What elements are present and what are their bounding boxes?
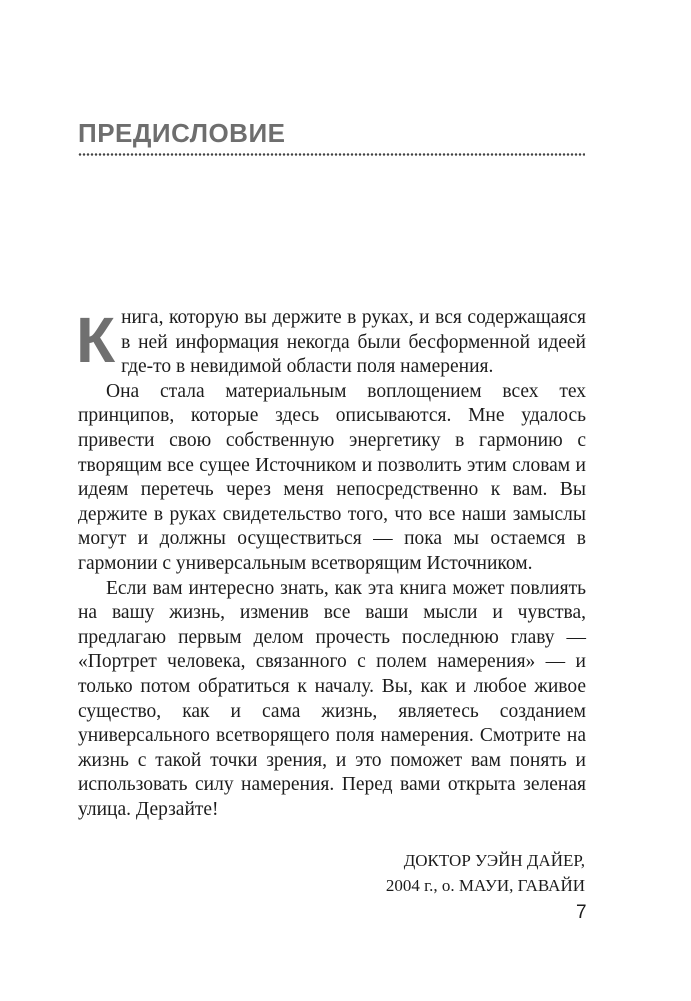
paragraph-3: Если вам интересно знать, как эта книга может повлиять на вашу жизнь, изменив все ваши мысли и чувства, предлагаю первым делом прочесть последнюю главу — «Портрет человека, связанного с полем намерения» — и только потом обратиться к началу. Вы, как и любое живое существо, как и сама жизнь, являетесь созданием универсального всетворящего поля намерения. Смотрите на жизнь с такой точки зрения, и это поможет вам понять и использовать силу намерения. Перед вами открыта зеленая улица. Дерзайте! (78, 577, 586, 820)
chapter-body (78, 306, 586, 822)
paragraph-2: Она стала материальным воплощением всех тех принципов, которые здесь описываются. Мне удалось привести свою собственную энергетику в гармонию с творящим все сущее Источником и позволить этим словам и идеям перетечь через меня непосредственно к вам. Вы держите в руках свидетельство того, что все наши замыслы могут и должны осуществиться — пока мы остаемся в гармонии с универсальным всетворящим Источником. (78, 380, 586, 574)
signature-place-date: 2004 г., о. МАУИ, ГАВАЙИ (385, 876, 585, 895)
chapter-title: ПРЕДИСЛОВИЕ (78, 118, 286, 148)
signature-author: ДОКТОР УЭЙН ДАЙЕР, (403, 851, 585, 870)
page-number: 7 (576, 902, 587, 923)
drop-cap: К (76, 304, 116, 376)
paragraph-1-text: нига, которую вы держите в руках, и вся содержащаяся в ней информация некогда были бесформенной идеей где-то в невидимой области поля намерения. (121, 307, 586, 378)
dotted-rule (78, 152, 585, 157)
paragraph-1 (78, 306, 586, 380)
